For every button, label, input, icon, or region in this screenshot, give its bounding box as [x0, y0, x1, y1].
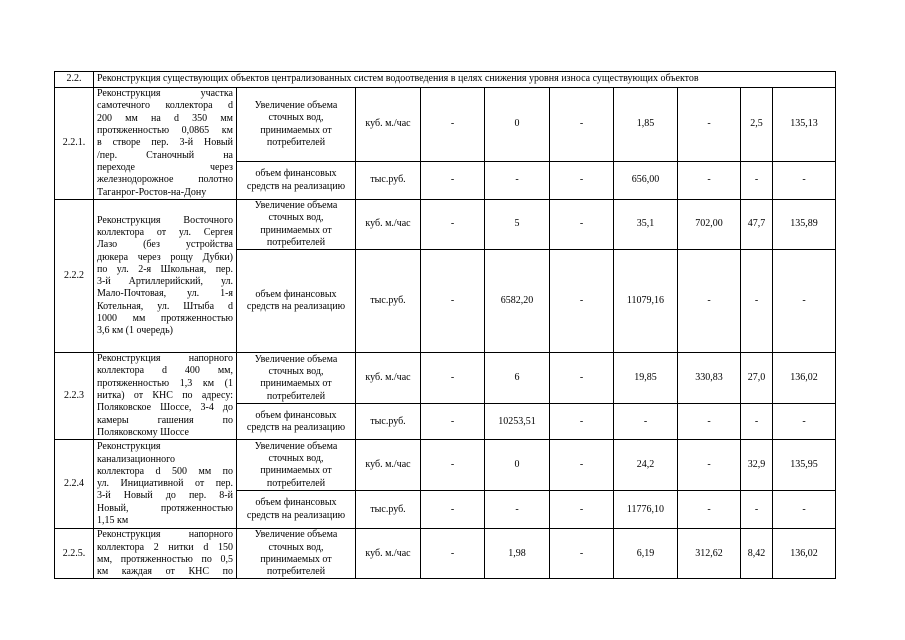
- description-line: км каждая от КНС по: [97, 566, 233, 578]
- value-cell: -: [421, 162, 485, 200]
- unit: тыс.руб.: [356, 162, 421, 200]
- value-cell: -: [421, 250, 485, 353]
- description-line: Таганрог-Ростов-на-Дону: [97, 186, 207, 198]
- project-description: [94, 200, 237, 353]
- row-number: 2.2.3: [55, 353, 94, 440]
- value-cell: -: [421, 353, 485, 404]
- section-number: 2.2.: [55, 72, 94, 88]
- value-cell: -: [550, 162, 614, 200]
- value-cell: -: [678, 88, 741, 162]
- description-line: коллектора от ул. Сергея: [97, 226, 233, 238]
- description-line: 3-й Артиллерийский, ул.: [97, 276, 233, 288]
- description-line: Поляковское Шоссе, 3-4 до: [97, 402, 233, 414]
- description-line: 1000 мм протяженностью: [97, 312, 233, 324]
- value-cell: -: [773, 404, 836, 440]
- value-cell: 135,95: [773, 440, 836, 491]
- value-cell: 6: [485, 353, 550, 404]
- value-cell: 11079,16: [614, 250, 678, 353]
- row-number: 2.2.2: [55, 200, 94, 353]
- project-description: [94, 440, 237, 529]
- value-cell: 6,19: [614, 529, 678, 579]
- description-line: нитка) от КНС по адресу:: [97, 390, 233, 402]
- indicator-name: объем финансовых средств на реализацию: [237, 404, 356, 440]
- value-cell: -: [678, 491, 741, 529]
- row-number: 2.2.4: [55, 440, 94, 529]
- description-line: коллектора d 400 мм,: [97, 365, 233, 377]
- indicator-name: Увеличение объема сточных вод, принимаемых от потребителей: [237, 440, 356, 491]
- unit: куб. м./час: [356, 440, 421, 491]
- description-line: Реконструкция напорного: [97, 353, 233, 365]
- value-cell: 702,00: [678, 200, 741, 250]
- description-line: Лазо (без устройства: [97, 239, 233, 251]
- value-cell: 5: [485, 200, 550, 250]
- value-cell: 2,5: [741, 88, 773, 162]
- value-cell: -: [741, 162, 773, 200]
- unit: куб. м./час: [356, 88, 421, 162]
- value-cell: -: [421, 200, 485, 250]
- value-cell: -: [741, 404, 773, 440]
- description-line: /пер. Станочный на: [97, 149, 233, 161]
- value-cell: 32,9: [741, 440, 773, 491]
- section-row: [55, 72, 836, 88]
- description-line: Мало-Почтовая, ул. 1-я: [97, 288, 233, 300]
- value-cell: -: [773, 162, 836, 200]
- unit: тыс.руб.: [356, 404, 421, 440]
- description-line: Реконструкция участка: [97, 88, 233, 100]
- value-cell: 135,13: [773, 88, 836, 162]
- value-cell: -: [773, 491, 836, 529]
- description-line: ул. Инициативной от пер.: [97, 478, 233, 490]
- project-description: [94, 529, 237, 579]
- description-line: Реконструкция: [97, 441, 161, 453]
- description-line: Реконструкция Восточного: [97, 214, 233, 226]
- unit: тыс.руб.: [356, 250, 421, 353]
- description-line: в створе пер. 3-й Новый: [97, 137, 233, 149]
- value-cell: 1,85: [614, 88, 678, 162]
- value-cell: 11776,10: [614, 491, 678, 529]
- value-cell: -: [421, 529, 485, 579]
- description-line: 200 мм на d 350 мм: [97, 112, 233, 124]
- indicator-name: объем финансовых средств на реализацию: [237, 250, 356, 353]
- row-number: 2.2.5.: [55, 529, 94, 579]
- description-line: дюкера через рощу Дубки): [97, 251, 233, 263]
- value-cell: 0: [485, 88, 550, 162]
- data-table: [54, 71, 836, 579]
- value-cell: -: [485, 491, 550, 529]
- value-cell: -: [678, 404, 741, 440]
- value-cell: 47,7: [741, 200, 773, 250]
- description-line: 3,6 км (1 очередь): [97, 325, 174, 337]
- section-title: Реконструкция существующих объектов централизованных систем водоотведения в целях снижения уровня износа существующих объектов: [94, 72, 836, 88]
- value-cell: 136,02: [773, 353, 836, 404]
- description-line: Поляковскому Шоссе: [97, 426, 189, 438]
- value-cell: 656,00: [614, 162, 678, 200]
- value-cell: 10253,51: [485, 404, 550, 440]
- table-row: [55, 529, 836, 579]
- value-cell: 35,1: [614, 200, 678, 250]
- table-row: [55, 200, 836, 250]
- value-cell: 6582,20: [485, 250, 550, 353]
- value-cell: 136,02: [773, 529, 836, 579]
- value-cell: -: [550, 529, 614, 579]
- description-line: камеры гашения по: [97, 414, 233, 426]
- unit: куб. м./час: [356, 200, 421, 250]
- indicator-name: Увеличение объема сточных вод, принимаемых от потребителей: [237, 353, 356, 404]
- value-cell: -: [550, 491, 614, 529]
- value-cell: 330,83: [678, 353, 741, 404]
- value-cell: -: [614, 404, 678, 440]
- value-cell: 8,42: [741, 529, 773, 579]
- value-cell: -: [421, 88, 485, 162]
- description-line: самотечного коллектора d: [97, 100, 233, 112]
- unit: куб. м./час: [356, 353, 421, 404]
- value-cell: -: [773, 250, 836, 353]
- description-line: переходе через: [97, 161, 233, 173]
- value-cell: -: [550, 250, 614, 353]
- value-cell: -: [550, 88, 614, 162]
- row-number: 2.2.1.: [55, 88, 94, 200]
- indicator-name: объем финансовых средств на реализацию: [237, 491, 356, 529]
- table-row: [55, 353, 836, 404]
- value-cell: -: [421, 404, 485, 440]
- description-line: железнодорожное полотно: [97, 174, 233, 186]
- description-line: протяженностью 0,0865 км: [97, 125, 233, 137]
- value-cell: -: [678, 440, 741, 491]
- table-row: [55, 440, 836, 491]
- value-cell: -: [485, 162, 550, 200]
- project-description: [94, 353, 237, 440]
- value-cell: -: [678, 250, 741, 353]
- value-cell: 0: [485, 440, 550, 491]
- description-line: мм, протяженностью по 0,5: [97, 553, 233, 565]
- value-cell: 312,62: [678, 529, 741, 579]
- value-cell: 27,0: [741, 353, 773, 404]
- indicator-name: Увеличение объема сточных вод, принимаемых от потребителей: [237, 200, 356, 250]
- value-cell: -: [741, 491, 773, 529]
- value-cell: 1,98: [485, 529, 550, 579]
- value-cell: -: [550, 440, 614, 491]
- unit: куб. м./час: [356, 529, 421, 579]
- table-row: [55, 88, 836, 162]
- description-line: Котельная, ул. Штыба d: [97, 300, 233, 312]
- description-line: по ул. 2-я Школьная, пер.: [97, 263, 233, 275]
- description-line: коллектора d 500 мм по: [97, 465, 233, 477]
- description-line: протяженностью 1,3 км (1: [97, 377, 233, 389]
- indicator-name: Увеличение объема сточных вод, принимаемых от потребителей: [237, 529, 356, 579]
- value-cell: -: [421, 491, 485, 529]
- value-cell: -: [550, 200, 614, 250]
- value-cell: 19,85: [614, 353, 678, 404]
- value-cell: 135,89: [773, 200, 836, 250]
- indicator-name: Увеличение объема сточных вод, принимаемых от потребителей: [237, 88, 356, 162]
- description-line: канализационного: [97, 453, 176, 465]
- value-cell: -: [678, 162, 741, 200]
- description-line: 3-й Новый до пер. 8-й: [97, 490, 233, 502]
- value-cell: -: [421, 440, 485, 491]
- value-cell: -: [550, 353, 614, 404]
- indicator-name: объем финансовых средств на реализацию: [237, 162, 356, 200]
- description-line: Реконструкция напорного: [97, 529, 233, 541]
- description-line: коллектора 2 нитки d 150: [97, 541, 233, 553]
- value-cell: -: [550, 404, 614, 440]
- description-line: 1,15 км: [97, 515, 129, 526]
- unit: тыс.руб.: [356, 491, 421, 529]
- value-cell: -: [741, 250, 773, 353]
- description-line: Новый, протяженностью: [97, 502, 233, 514]
- value-cell: 24,2: [614, 440, 678, 491]
- project-description: [94, 88, 237, 200]
